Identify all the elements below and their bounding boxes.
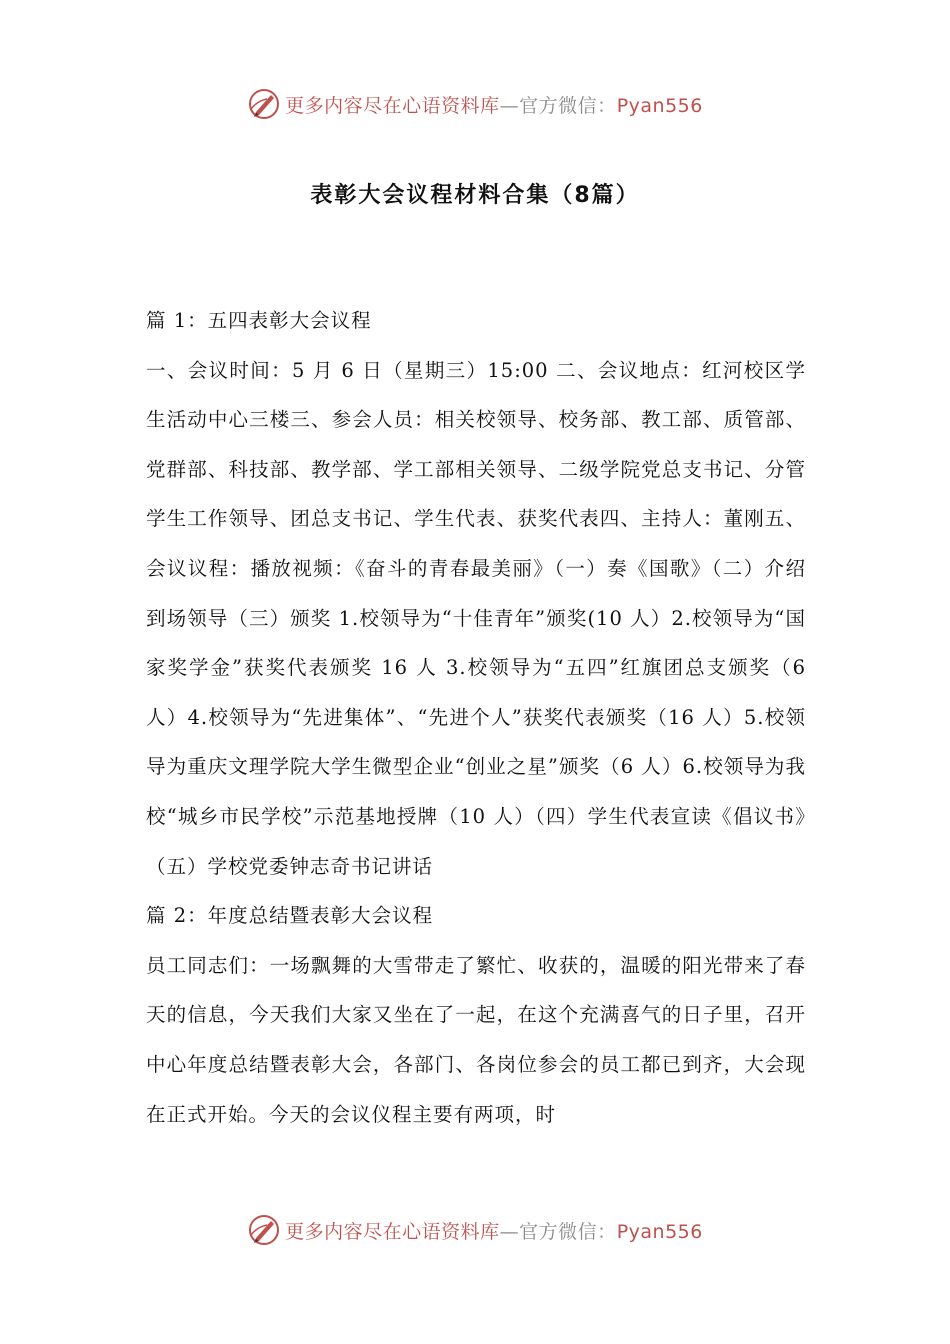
document-title: 表彰大会议程材料合集（8篇） (310, 183, 640, 208)
footer-watermark-banner (0, 1210, 950, 1250)
section-heading: 篇 2：年度总结暨表彰大会议程 (146, 904, 434, 928)
pen-logo-icon (247, 1213, 281, 1247)
banner-text (285, 1217, 703, 1244)
banner-wechat-id: Pyan556 (616, 94, 703, 117)
section-heading: 篇 1：五四表彰大会议程 (146, 309, 372, 332)
banner-text (285, 91, 703, 118)
body-paragraph: 一、会议时间：5 月 6 日（星期三）15:00 二、会议地点：红河校区学生活动中心三楼三、参会人员：相关校领导、校务部、教工部、质管部、党群部、科技部、教学部、学工部相关领导、二级学院党总支书记、分管学生工作领导、团总支书记、学生代表、获奖代表四、主持人：董刚五、会议议程：播放视频：《奋斗的青春最美丽》（一）奏《国歌》（二）介绍到场领导（三）颁奖 1.校领导为“十佳青年”颁奖(10 人）2.校领导为“国家奖学金”获奖代表颁奖 16 人 3.校领导为“五四”红旗团总支颁奖（6 人）4.校领导为“先进集体”、“先进个人”获奖代表颁奖（16 人）5.校领导为重庆文理学院大学生微型企业“创业之星”颁奖（6 人）6.校领导为我校“城乡市民学校”示范基地授牌（10 人）（四）学生代表宣读《倡议书》（五）学校党委钟志奇书记讲话 (146, 358, 806, 878)
body-paragraph: 员工同志们：一场飘舞的大雪带走了繁忙、收获的，温暖的阳光带来了春天的信息，今天我们大家又坐在了一起，在这个充满喜气的日子里，召开中心年度总结暨表彰大会，各部门、各岗位参会的员工都已到齐，大会现在正式开始。今天的会议仪程主要有两项，时 (146, 953, 806, 1126)
banner-wechat-id: Pyan556 (616, 1220, 703, 1243)
pen-logo-icon (247, 87, 281, 121)
banner-grey-text: —官方微信： (499, 1220, 617, 1243)
banner-red-text: 更多内容尽在心语资料库 (285, 1220, 500, 1243)
document-body (146, 296, 806, 1139)
header-watermark-banner (0, 84, 950, 124)
banner-grey-text: —官方微信： (499, 94, 617, 117)
banner-red-text: 更多内容尽在心语资料库 (285, 94, 500, 117)
